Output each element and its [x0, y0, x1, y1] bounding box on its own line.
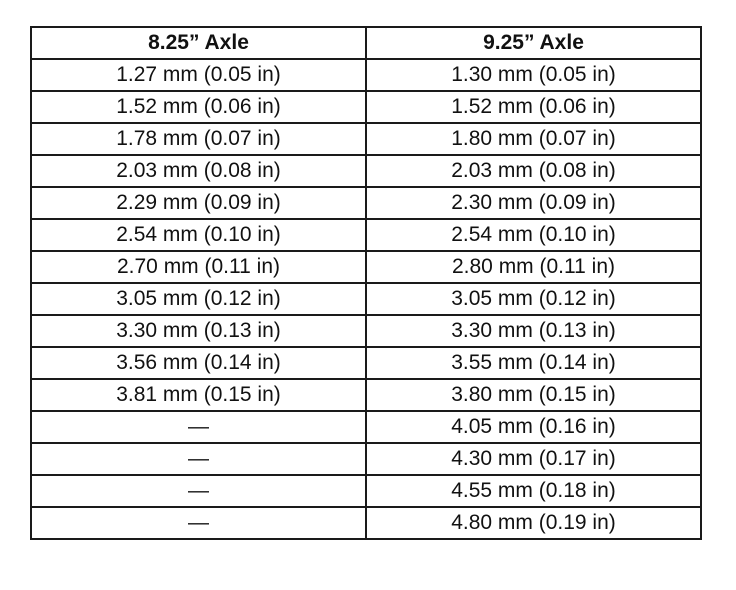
- table-header-row: [31, 27, 701, 59]
- cell-9-25-axle: 2.54 mm (0.10 in): [366, 219, 701, 251]
- cell-8-25-axle: 1.52 mm (0.06 in): [31, 91, 366, 123]
- cell-9-25-axle: 4.80 mm (0.19 in): [366, 507, 701, 539]
- table-row: [31, 123, 701, 155]
- table-row: [31, 315, 701, 347]
- cell-9-25-axle: 4.30 mm (0.17 in): [366, 443, 701, 475]
- table-row: [31, 507, 701, 539]
- table-row: [31, 411, 701, 443]
- shim-size-table-container: [30, 26, 700, 540]
- cell-9-25-axle: 3.80 mm (0.15 in): [366, 379, 701, 411]
- cell-9-25-axle: 2.30 mm (0.09 in): [366, 187, 701, 219]
- shim-size-table: [30, 26, 702, 540]
- cell-8-25-axle: 3.81 mm (0.15 in): [31, 379, 366, 411]
- cell-8-25-axle: 1.27 mm (0.05 in): [31, 59, 366, 91]
- cell-8-25-axle: —: [31, 475, 366, 507]
- cell-9-25-axle: 4.05 mm (0.16 in): [366, 411, 701, 443]
- table-row: [31, 475, 701, 507]
- column-header-8-25-axle: 8.25” Axle: [31, 27, 366, 59]
- cell-8-25-axle: 3.30 mm (0.13 in): [31, 315, 366, 347]
- table-row: [31, 347, 701, 379]
- table-row: [31, 91, 701, 123]
- cell-9-25-axle: 1.30 mm (0.05 in): [366, 59, 701, 91]
- table-row: [31, 443, 701, 475]
- cell-9-25-axle: 4.55 mm (0.18 in): [366, 475, 701, 507]
- cell-9-25-axle: 3.55 mm (0.14 in): [366, 347, 701, 379]
- table-row: [31, 219, 701, 251]
- cell-8-25-axle: 2.03 mm (0.08 in): [31, 155, 366, 187]
- cell-8-25-axle: 3.05 mm (0.12 in): [31, 283, 366, 315]
- cell-9-25-axle: 2.80 mm (0.11 in): [366, 251, 701, 283]
- cell-9-25-axle: 3.05 mm (0.12 in): [366, 283, 701, 315]
- cell-8-25-axle: 3.56 mm (0.14 in): [31, 347, 366, 379]
- cell-9-25-axle: 1.52 mm (0.06 in): [366, 91, 701, 123]
- cell-8-25-axle: —: [31, 507, 366, 539]
- table-row: [31, 251, 701, 283]
- column-header-9-25-axle: 9.25” Axle: [366, 27, 701, 59]
- table-row: [31, 59, 701, 91]
- cell-8-25-axle: 2.70 mm (0.11 in): [31, 251, 366, 283]
- table-row: [31, 283, 701, 315]
- cell-8-25-axle: 2.54 mm (0.10 in): [31, 219, 366, 251]
- cell-9-25-axle: 2.03 mm (0.08 in): [366, 155, 701, 187]
- table-row: [31, 187, 701, 219]
- cell-8-25-axle: 1.78 mm (0.07 in): [31, 123, 366, 155]
- cell-9-25-axle: 3.30 mm (0.13 in): [366, 315, 701, 347]
- table-row: [31, 155, 701, 187]
- cell-8-25-axle: —: [31, 443, 366, 475]
- cell-8-25-axle: 2.29 mm (0.09 in): [31, 187, 366, 219]
- cell-9-25-axle: 1.80 mm (0.07 in): [366, 123, 701, 155]
- table-row: [31, 379, 701, 411]
- cell-8-25-axle: —: [31, 411, 366, 443]
